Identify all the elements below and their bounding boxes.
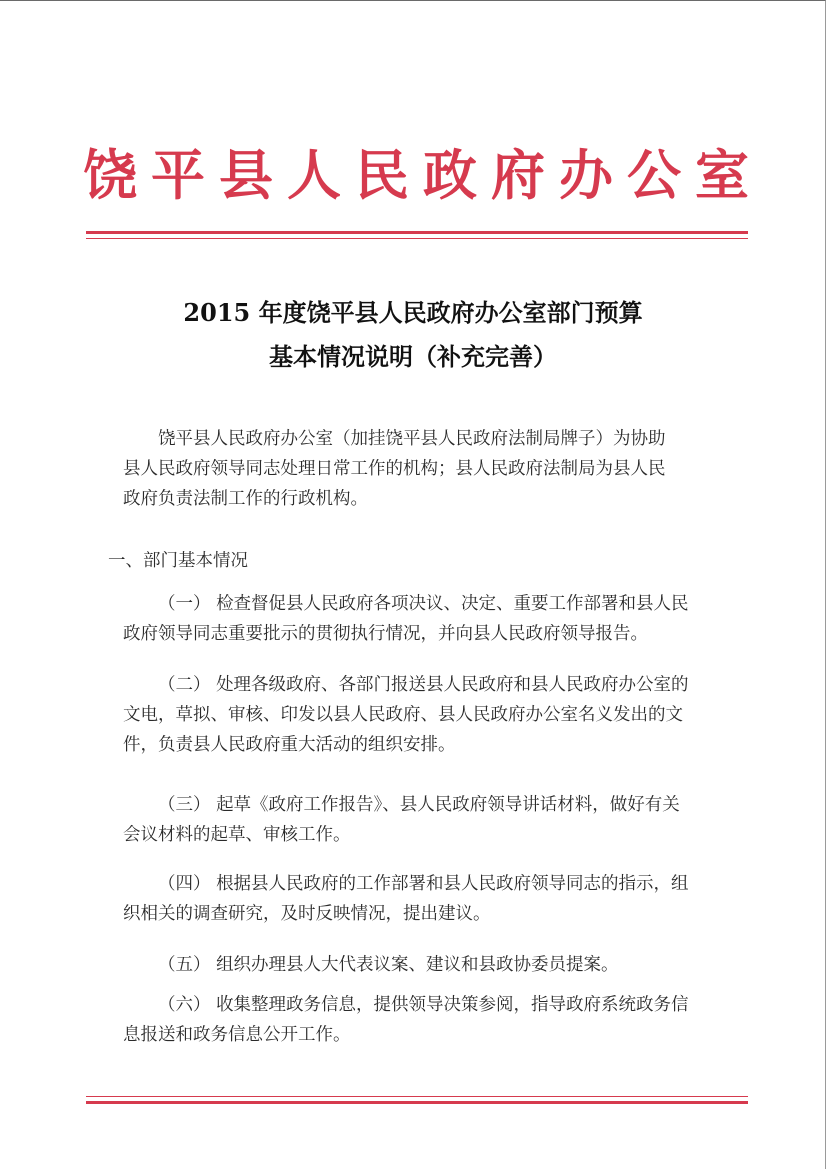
- duty-line: 息报送和政务信息公开工作。: [123, 1025, 351, 1045]
- intro-line: 县人民政府领导同志处理日常工作的机构；县人民政府法制局为县人民: [123, 459, 666, 479]
- duty-item-3: [123, 790, 718, 850]
- duty-line: （三） 起草《政府工作报告》、县人民政府领导讲话材料，做好有关: [158, 795, 680, 815]
- footer-rule-thick: [86, 1101, 748, 1104]
- duty-line: 织相关的调查研究，及时反映情况，提出建议。: [123, 904, 491, 924]
- duty-line: （一） 检查督促县人民政府各项决议、决定、重要工作部署和县人民: [158, 594, 689, 614]
- duty-line: 政府领导同志重要批示的贯彻执行情况，并向县人民政府领导报告。: [123, 624, 648, 644]
- duty-line: （六） 收集整理政务信息，提供领导决策参阅，指导政府系统政务信: [158, 995, 689, 1015]
- duty-item-6: [123, 990, 718, 1050]
- duty-item-2: [123, 670, 718, 760]
- duty-line: （四） 根据县人民政府的工作部署和县人民政府领导同志的指示，组: [158, 874, 689, 894]
- duty-line: 会议材料的起草、审核工作。: [123, 825, 351, 845]
- intro-line: 政府负责法制工作的行政机构。: [123, 489, 368, 509]
- footer-rule-thin: [86, 1096, 748, 1097]
- section-heading: 一、部门基本情况: [108, 551, 248, 571]
- intro-line: 饶平县人民政府办公室（加挂饶平县人民政府法制局牌子）为协助: [158, 429, 666, 449]
- duty-item-5: [123, 950, 718, 980]
- duty-line: （五） 组织办理县人大代表议案、建议和县政协委员提案。: [158, 955, 619, 975]
- document-title-line-2: 基本情况说明（补充完善）: [269, 342, 557, 371]
- masthead-rule-thin: [86, 238, 748, 239]
- duty-line: （二） 处理各级政府、各部门报送县人民政府和县人民政府办公室的: [158, 675, 689, 695]
- duty-item-1: [123, 589, 718, 649]
- duty-item-4: [123, 869, 718, 929]
- duty-line: 件，负责县人民政府重大活动的组织安排。: [123, 735, 456, 755]
- document-title-line-1: 2015 年度饶平县人民政府办公室部门预算: [183, 298, 643, 327]
- duty-line: 文电，草拟、审核、印发以县人民政府、县人民政府办公室名义发出的文: [123, 705, 683, 725]
- intro-paragraph: [123, 424, 718, 514]
- masthead-rule-thick: [86, 231, 748, 234]
- organization-masthead: 饶平县人民政府办公室: [83, 143, 763, 207]
